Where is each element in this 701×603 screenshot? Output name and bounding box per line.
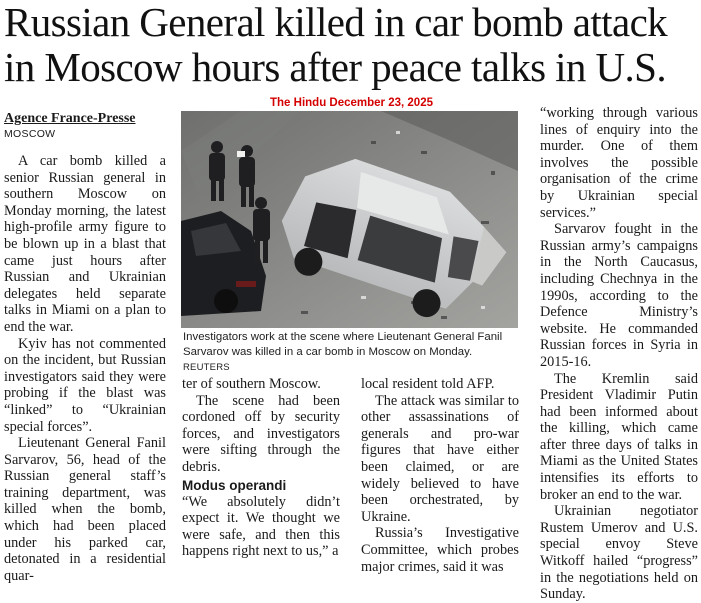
paragraph: The scene had been cordoned off by security forces, and investigators were sifting through the debris.	[182, 392, 340, 475]
paragraph: Sarvarov fought in the Russian army’s campaigns in the North Caucasus, including Chechnya in the 1990s, according to the Defence Ministry’s website. He commanded Russian forces in Syria in 2015-16.	[540, 221, 698, 370]
column-4	[540, 105, 698, 603]
car-bomb-scene-image	[181, 111, 518, 328]
caption-text: Investigators work at the scene where Lieutenant General Fanil Sarvarov was killed in a car bomb in Moscow on Monday.	[183, 331, 503, 358]
column-2	[182, 376, 340, 560]
paragraph: Ukrainian negotiator Rustem Umerov and U.S. special envoy Steve Witkoff hailed “progress” in the negotiations held on Sunday.	[540, 503, 698, 603]
byline: Agence France-Presse	[4, 111, 136, 126]
column-1	[4, 111, 166, 584]
paragraph: The Kremlin said President Vladimir Putin had been informed about the killing, which came after three days of talks in Miami as the United States intensifies its efforts to broker an end to the war.	[540, 370, 698, 503]
headline: Russian General killed in car bomb attack in Moscow hours after peace talks in U.S.	[4, 0, 668, 90]
paragraph: Lieutenant General Fanil Sarvarov, 56, head of the Russian general staff’s training department, was killed when the bomb, which had been placed under his parked car, detonated in a residential quar-	[4, 435, 166, 584]
paragraph: The attack was similar to other assassinations of generals and pro-war figures that have either been claimed, or are widely believed to have been orchestrated, by Ukraine.	[361, 392, 519, 525]
photo-credit: REUTERS	[183, 362, 230, 373]
paragraph: A car bomb killed a senior Russian general in southern Moscow on Monday morning, the latest high-profile army figure to be blown up in a blast that came just hours after Russian and Ukrainian delegates held separate talks in Miami on a plan to end the war.	[4, 153, 166, 335]
paragraph: ter of southern Moscow.	[182, 376, 321, 392]
photo-caption	[183, 330, 518, 375]
source-line: The Hindu December 23, 2025	[270, 97, 433, 109]
paragraph: “We absolutely didn’t expect it. We thought we were safe, and then this happens right next to us,” a	[182, 493, 340, 560]
column-3	[361, 376, 519, 575]
paragraph: Kyiv has not commented on the incident, but Russian investigators said they were probing if the blast was “linked” to “Ukrainian special forces”.	[4, 335, 166, 435]
news-photo	[181, 111, 518, 328]
dateline: MOSCOW	[4, 128, 56, 140]
paragraph: “working through various lines of enquiry into the murder. One of them involves the possible organisation of the crime by Ukrainian special services.”	[540, 105, 698, 221]
paragraph: Russia’s Investigative Committee, which probes major crimes, said it was	[361, 525, 519, 575]
paragraph: local resident told AFP.	[361, 376, 495, 392]
subhead: Modus operandi	[182, 477, 287, 493]
